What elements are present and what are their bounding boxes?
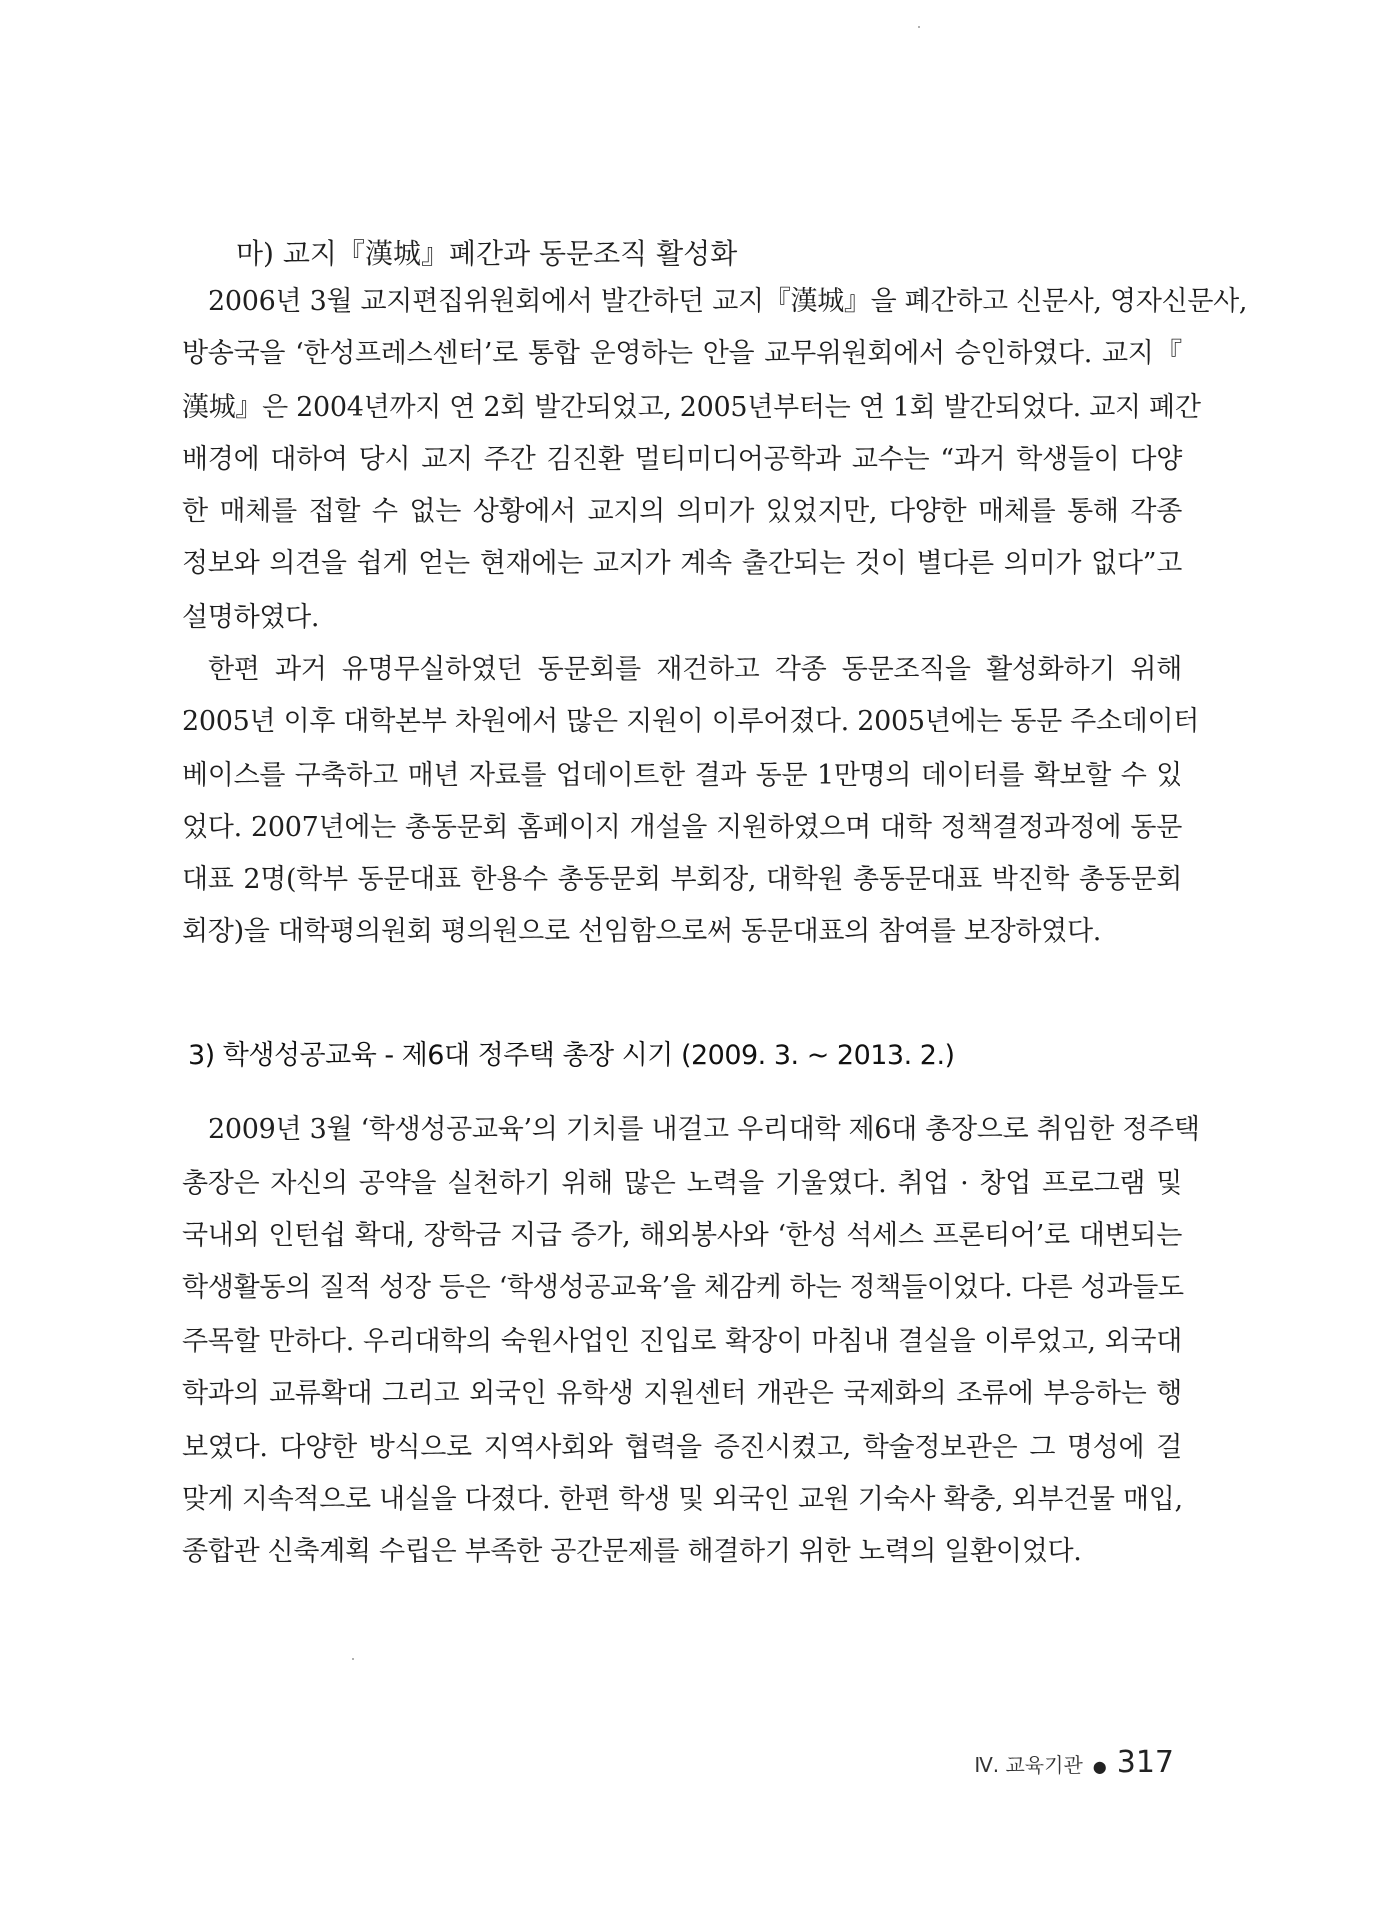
paragraph-line: 漢城』은 2004년까지 연 2회 발간되었고, 2005년부터는 연 1회 발간되었다. 교지 폐간 bbox=[182, 392, 1201, 423]
subsection-title: 마) 교지『漢城』폐간과 동문조직 활성화 bbox=[236, 237, 738, 270]
paragraph-line: 2006년 3월 교지편집위원회에서 발간하던 교지『漢城』을 폐간하고 신문사, 영자신문사, bbox=[208, 286, 1248, 317]
bullet-icon: ● bbox=[1092, 1757, 1107, 1776]
paragraph-line: 한편 과거 유명무실하였던 동문회를 재건하고 각종 동문조직을 활성화하기 위해 bbox=[208, 654, 1182, 685]
paragraph-line: 보였다. 다양한 방식으로 지역사회와 협력을 증진시켰고, 학술정보관은 그 명성에 걸 bbox=[182, 1432, 1182, 1463]
chapter-label: Ⅳ. 교육기관 bbox=[974, 1753, 1083, 1777]
paragraph-line: 대표 2명(학부 동문대표 한용수 총동문회 부회장, 대학원 총동문대표 박진학 총동문회 bbox=[182, 864, 1182, 895]
section-title: 3) 학생성공교육 - 제6대 정주택 총장 시기 (2009. 3. ~ 2013. 2.) bbox=[188, 1040, 955, 1071]
paragraph-line: 방송국을 ‘한성프레스센터’로 통합 운영하는 안을 교무위원회에서 승인하였다. 교지『 bbox=[182, 338, 1182, 369]
paragraph-line: 2009년 3월 ‘학생성공교육’의 기치를 내걸고 우리대학 제6대 총장으로 취임한 정주택 bbox=[208, 1114, 1200, 1145]
paragraph-line: 주목할 만하다. 우리대학의 숙원사업인 진입로 확장이 마침내 결실을 이루었고, 외국대 bbox=[182, 1326, 1182, 1357]
paragraph-line: 맞게 지속적으로 내실을 다졌다. 한편 학생 및 외국인 교원 기숙사 확충, 외부건물 매입, bbox=[182, 1484, 1183, 1515]
paragraph-line: 었다. 2007년에는 총동문회 홈페이지 개설을 지원하였으며 대학 정책결정과정에 동문 bbox=[182, 812, 1182, 843]
paragraph-line: 한 매체를 접할 수 없는 상황에서 교지의 의미가 있었지만, 다양한 매체를 통해 각종 bbox=[182, 496, 1182, 527]
paragraph-line: 학과의 교류확대 그리고 외국인 유학생 지원센터 개관은 국제화의 조류에 부응하는 행 bbox=[182, 1378, 1182, 1409]
paragraph-line: 설명하였다. bbox=[182, 602, 320, 633]
page-number: 317 bbox=[1116, 1745, 1174, 1780]
page-footer bbox=[974, 1745, 1174, 1780]
paragraph-line: 국내외 인턴쉽 확대, 장학금 지급 증가, 해외봉사와 ‘한성 석세스 프론티어’로 대변되는 bbox=[182, 1220, 1182, 1251]
paragraph-line: 정보와 의견을 쉽게 얻는 현재에는 교지가 계속 출간되는 것이 별다른 의미가 없다”고 bbox=[182, 548, 1182, 579]
paragraph-line: 배경에 대하여 당시 교지 주간 김진환 멀티미디어공학과 교수는 “과거 학생들이 다양 bbox=[182, 444, 1182, 475]
paragraph-line: 종합관 신축계획 수립은 부족한 공간문제를 해결하기 위한 노력의 일환이었다. bbox=[182, 1536, 1082, 1567]
paragraph-line: 베이스를 구축하고 매년 자료를 업데이트한 결과 동문 1만명의 데이터를 확보할 수 있 bbox=[182, 760, 1182, 791]
paragraph-line: 회장)을 대학평의원회 평의원으로 선임함으로써 동문대표의 참여를 보장하였다. bbox=[182, 916, 1102, 947]
paragraph-line: 2005년 이후 대학본부 차원에서 많은 지원이 이루어졌다. 2005년에는 동문 주소데이터 bbox=[182, 706, 1200, 737]
paragraph-line: 학생활동의 질적 성장 등은 ‘학생성공교육’을 체감케 하는 정책들이었다. 다른 성과들도 bbox=[182, 1272, 1184, 1303]
scan-speck bbox=[918, 26, 920, 28]
scan-speck bbox=[352, 1658, 354, 1660]
paragraph-line: 총장은 자신의 공약을 실천하기 위해 많은 노력을 기울였다. 취업 · 창업 프로그램 및 bbox=[182, 1168, 1182, 1199]
